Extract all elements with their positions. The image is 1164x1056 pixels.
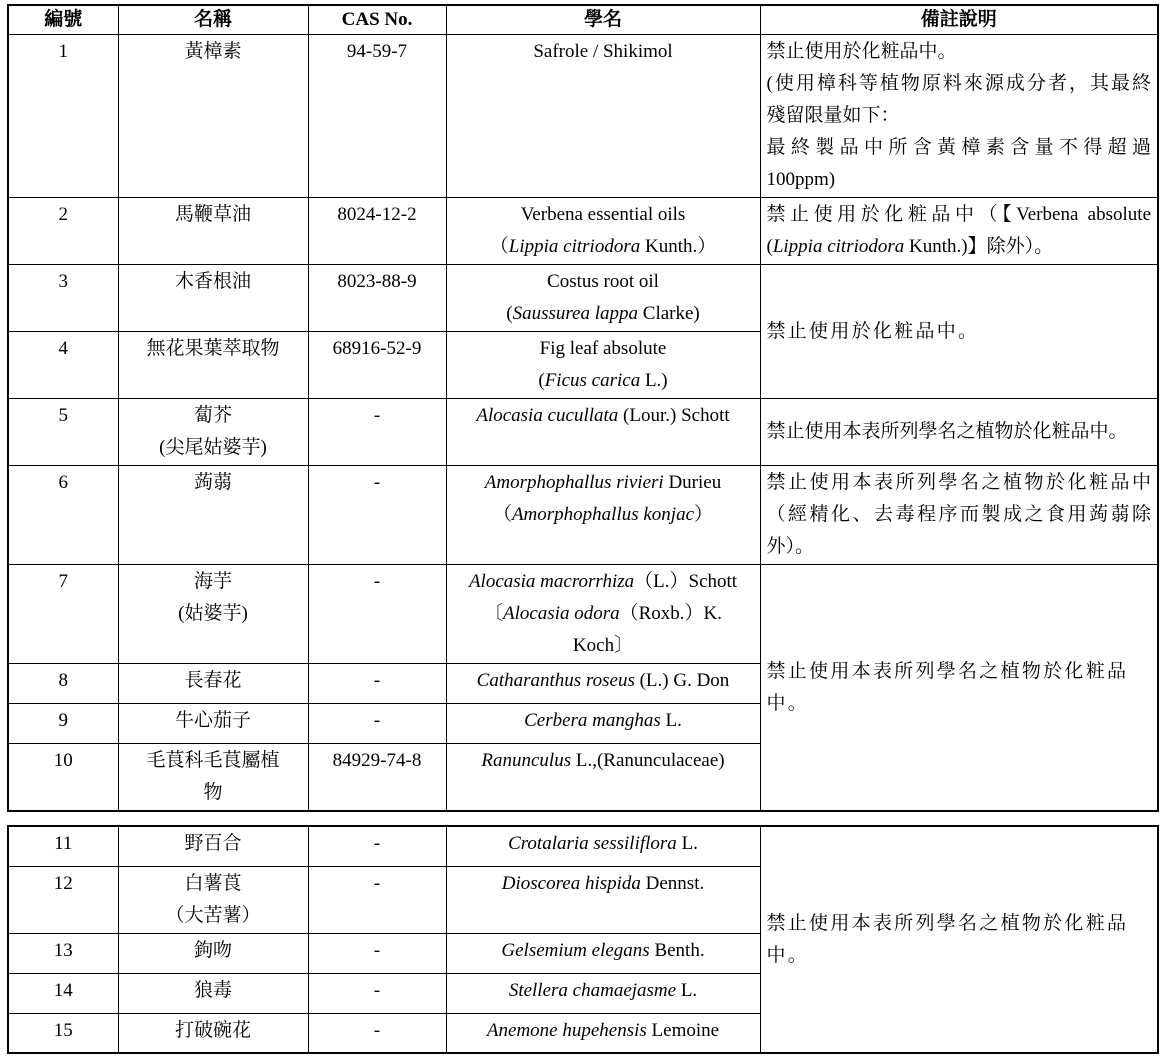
remarks-cell [760, 399, 1158, 466]
table-row [8, 399, 1158, 466]
ingredient-name-line: 黃樟素 [184, 41, 242, 62]
scientific-name-cell [446, 35, 760, 198]
remark-line [767, 68, 1152, 100]
ingredient-name-cell [118, 744, 308, 812]
ingredient-name-cell [118, 933, 308, 973]
remark-line [767, 656, 1152, 720]
ingredient-name-cell [118, 704, 308, 744]
text-segment: 禁止使用本表所列學名之植物於化粧品中。 [766, 421, 1128, 442]
scientific-name-line [451, 745, 756, 777]
cas-number-cell: 8024-12-2 [308, 198, 446, 265]
text-segment: 禁止使用於化粧品中。 [766, 41, 957, 62]
row-number-cell: 6 [8, 466, 118, 565]
scientific-name-line [451, 499, 756, 531]
text-segment: 最終製品中所含黃樟素含量不得超過 [766, 137, 1151, 158]
scientific-name-italic-segment: Cerbera manghas [524, 710, 661, 731]
ingredient-name-line: 物 [203, 782, 223, 803]
remarks-cell [760, 35, 1158, 198]
row-number-cell: 1 [8, 35, 118, 198]
cas-number-cell: - [308, 466, 446, 565]
scientific-name-cell [446, 198, 760, 265]
remark-line [767, 231, 1152, 263]
text-segment: Kunth.)】除外）。 [904, 236, 1054, 257]
ingredient-name-cell [118, 332, 308, 399]
cas-number-cell: - [308, 1013, 446, 1053]
scientific-name-italic-segment: Alocasia cucullata [476, 405, 619, 426]
cas-number-cell: - [308, 565, 446, 664]
scientific-name-line [451, 365, 756, 397]
scientific-name-line [451, 665, 756, 697]
ingredient-name-line: 鉤吻 [193, 939, 232, 961]
remark-line [767, 499, 1152, 531]
text-segment: （Roxb.）K. [619, 603, 723, 624]
scientific-name-line [451, 199, 756, 231]
text-segment: Lemoine [646, 1019, 720, 1041]
text-segment: （ [489, 236, 509, 257]
ingredient-name-line: （大苦薯） [165, 904, 261, 926]
scientific-name-italic-segment: Stellera chamaejasme [508, 979, 677, 1001]
scientific-name-cell [446, 664, 760, 704]
row-number-cell: 4 [8, 332, 118, 399]
row-number-cell: 11 [8, 826, 118, 866]
text-segment: （經精化、去毒程序而製成之食用蒟蒻除 [766, 504, 1151, 525]
text-segment: L. [660, 710, 682, 731]
scientific-name-line [451, 36, 756, 68]
cas-number-cell: - [308, 704, 446, 744]
scientific-name-italic-segment: Gelsemium elegans [501, 939, 650, 961]
scientific-name-italic-segment: Dioscorea hispida [501, 872, 641, 894]
scientific-name-italic-segment: Amorphophallus rivieri [484, 472, 664, 493]
text-segment: 禁止使用本表所列學名之植物於化粧品中 [766, 472, 1151, 493]
scientific-name-line [451, 400, 756, 432]
text-segment: ( [766, 236, 773, 257]
text-segment: 100ppm) [766, 169, 836, 190]
ingredient-name-line: 毛茛科毛茛屬植 [146, 750, 280, 771]
column-header-3: CAS No. [308, 5, 446, 35]
prohibited-ingredients-table-part-1 [7, 4, 1159, 812]
ingredient-name-cell [118, 826, 308, 866]
ingredient-name-line: 長春花 [184, 670, 242, 691]
text-segment: Koch〕 [572, 635, 634, 656]
table-row [8, 198, 1158, 265]
text-segment: ( [538, 370, 545, 391]
scientific-name-line [451, 705, 756, 737]
scientific-name-cell [446, 744, 760, 812]
row-number-cell: 8 [8, 664, 118, 704]
text-segment: Safrole / Shikimol [533, 41, 673, 62]
remarks-cell [760, 265, 1158, 399]
cas-number-cell: - [308, 664, 446, 704]
remarks-cell [760, 466, 1158, 565]
scientific-name-cell [446, 704, 760, 744]
ingredient-name-cell [118, 399, 308, 466]
row-number-cell: 12 [8, 866, 118, 933]
remark-line [767, 908, 1152, 972]
table-row [8, 466, 1158, 565]
scientific-name-line [451, 1015, 756, 1047]
scientific-name-cell [446, 973, 760, 1013]
ingredient-name-cell [118, 565, 308, 664]
table-row [8, 826, 1158, 866]
ingredient-name-line: (尖尾姑婆芋) [159, 437, 267, 458]
text-segment: Kunth.） [640, 236, 717, 257]
header-row [8, 5, 1158, 35]
remarks-cell [760, 198, 1158, 265]
remark-line [767, 36, 1152, 68]
scientific-name-line [451, 298, 756, 330]
scientific-name-cell [446, 866, 760, 933]
text-segment: Durieu [663, 472, 722, 493]
text-segment: Costus root oil [547, 271, 659, 292]
text-segment: Dennst. [640, 872, 705, 894]
scientific-name-cell [446, 265, 760, 332]
text-segment: ） [694, 504, 714, 525]
cas-number-cell: 68916-52-9 [308, 332, 446, 399]
cas-number-cell: 8023-88-9 [308, 265, 446, 332]
text-segment: ( [506, 303, 513, 324]
remarks-cell [760, 826, 1158, 1053]
text-segment: 禁止使用於化粧品中（【Verbena absolute [766, 204, 1151, 225]
ingredient-name-cell [118, 664, 308, 704]
cas-number-cell: - [308, 973, 446, 1013]
text-segment: Verbena essential oils [520, 204, 686, 225]
table-row [8, 265, 1158, 332]
row-number-cell: 10 [8, 744, 118, 812]
cas-number-cell: - [308, 826, 446, 866]
row-number-cell: 15 [8, 1013, 118, 1053]
text-segment: 禁止使用於化粧品中。 [766, 320, 980, 342]
ingredient-name-line: 牛心茄子 [174, 710, 251, 731]
remark-line [767, 467, 1152, 499]
row-number-cell: 13 [8, 933, 118, 973]
table-row [8, 565, 1158, 664]
text-segment: L. [676, 833, 698, 854]
column-header-1: 編號 [8, 5, 118, 35]
text-segment: 殘留限量如下： [766, 105, 900, 126]
ingredient-name-cell [118, 35, 308, 198]
scientific-name-cell [446, 466, 760, 565]
row-number-cell: 14 [8, 973, 118, 1013]
ingredient-name-cell [118, 866, 308, 933]
cas-number-cell: 84929-74-8 [308, 744, 446, 812]
scientific-name-line [451, 630, 756, 662]
remark-line [767, 100, 1152, 132]
text-segment: 禁止使用本表所列學名之植物於化粧品中。 [766, 912, 1129, 966]
column-header-2: 名稱 [118, 5, 308, 35]
scientific-name-italic-segment: Saussurea lappa [512, 303, 639, 324]
ingredient-name-cell [118, 973, 308, 1013]
ingredient-name-cell [118, 1013, 308, 1053]
text-segment: （ [492, 504, 512, 525]
ingredient-name-line: 狼毒 [193, 979, 232, 1001]
column-header-5: 備註說明 [760, 5, 1158, 35]
scientific-name-cell [446, 565, 760, 664]
scientific-name-line [451, 467, 756, 499]
scientific-name-italic-segment: Amorphophallus konjac [511, 504, 695, 525]
text-segment: 禁止使用本表所列學名之植物於化粧品中。 [766, 660, 1129, 714]
remark-line [767, 316, 1152, 348]
row-number-cell: 9 [8, 704, 118, 744]
ingredient-name-line: 野百合 [184, 833, 242, 854]
scientific-name-line [451, 598, 756, 630]
ingredient-name-line: (姑婆芋) [178, 603, 248, 624]
cas-number-cell: - [308, 866, 446, 933]
remarks-cell [760, 565, 1158, 812]
row-number-cell: 2 [8, 198, 118, 265]
prohibited-ingredients-table-part-2 [7, 825, 1159, 1054]
ingredient-name-cell [118, 198, 308, 265]
scientific-name-italic-segment: Catharanthus roseus [476, 670, 635, 691]
text-segment: （L.）Schott [634, 571, 738, 592]
remark-line [767, 416, 1152, 448]
scientific-name-cell [446, 826, 760, 866]
scientific-name-italic-segment: Lippia citriodora [508, 236, 641, 257]
scientific-name-line [451, 975, 756, 1007]
text-segment: L.,(Ranunculaceae) [571, 750, 725, 771]
text-segment: (Lour.) Schott [618, 405, 730, 426]
scientific-name-italic-segment: Lippia citriodora [772, 236, 905, 257]
ingredient-name-line: 打破碗花 [174, 1019, 251, 1041]
scientific-name-italic-segment: Ranunculus [481, 750, 572, 771]
text-segment: Clarke) [638, 303, 700, 324]
text-segment: Fig leaf absolute [539, 338, 667, 359]
text-segment: (L.) G. Don [634, 670, 730, 691]
table-row [8, 35, 1158, 198]
text-segment: L. [676, 979, 698, 1001]
cas-number-cell: 94-59-7 [308, 35, 446, 198]
scientific-name-line [451, 828, 756, 860]
ingredient-name-cell [118, 265, 308, 332]
scientific-name-cell [446, 933, 760, 973]
scientific-name-italic-segment: Crotalaria sessiliflora [508, 833, 677, 854]
scientific-name-cell [446, 332, 760, 399]
scientific-name-italic-segment: Alocasia macrorrhiza [468, 571, 635, 592]
ingredient-name-line: 蔔芥 [193, 405, 232, 426]
text-segment: 〔 [483, 603, 503, 624]
scientific-name-line [451, 333, 756, 365]
row-number-cell: 3 [8, 265, 118, 332]
scientific-name-line [451, 266, 756, 298]
scientific-name-italic-segment: Alocasia odora [502, 603, 620, 624]
table-section-gap [7, 812, 1157, 825]
scientific-name-italic-segment: Ficus carica [544, 370, 641, 391]
text-segment: Benth. [649, 939, 705, 961]
column-header-4: 學名 [446, 5, 760, 35]
ingredient-name-line: 木香根油 [174, 271, 251, 292]
text-segment: L.) [640, 370, 668, 391]
text-segment: (使用樟科等植物原料來源成分者，其最終 [766, 73, 1151, 94]
remark-line [767, 164, 1152, 196]
ingredient-name-line: 無花果葉萃取物 [146, 338, 280, 359]
ingredient-name-line: 馬鞭草油 [174, 204, 251, 225]
cas-number-cell: - [308, 399, 446, 466]
remark-line [767, 531, 1152, 563]
ingredient-name-line: 蒟蒻 [193, 472, 232, 493]
ingredient-name-line: 海芋 [193, 571, 232, 592]
row-number-cell: 5 [8, 399, 118, 466]
ingredient-name-line: 白薯莨 [184, 872, 242, 894]
scientific-name-cell [446, 1013, 760, 1053]
scientific-name-line [451, 868, 756, 900]
scientific-name-line [451, 566, 756, 598]
scientific-name-cell [446, 399, 760, 466]
remark-line [767, 199, 1152, 231]
row-number-cell: 7 [8, 565, 118, 664]
scientific-name-line [451, 935, 756, 967]
text-segment: 外）。 [766, 536, 815, 557]
scientific-name-italic-segment: Anemone hupehensis [486, 1019, 647, 1041]
cas-number-cell: - [308, 933, 446, 973]
ingredient-name-cell [118, 466, 308, 565]
scientific-name-line [451, 231, 756, 263]
remark-line [767, 132, 1152, 164]
